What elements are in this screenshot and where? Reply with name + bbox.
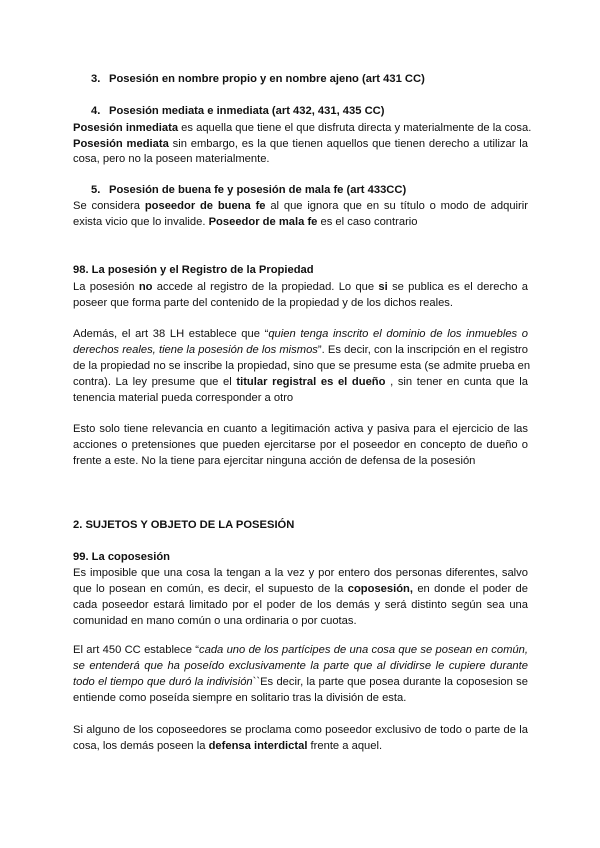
paragraph-line: de la propiedad no se inscribe la propiedad, sino que se presume esta (se admite prueba en <box>73 360 531 372</box>
heading-section-5: 5. Posesión de buena fe y posesión de mala fe (art 433CC) <box>91 184 407 196</box>
paragraph-line: derechos reales, tiene la posesión de los mismos”. Es decir, con la inscripción en el registro <box>73 344 529 356</box>
paragraph-line: Si alguno de los coposeedores se proclama como poseedor exclusivo de todo o parte de la <box>73 724 528 736</box>
paragraph-line: que lo posean en común, es decir, el supuesto de la coposesión, en donde el poder de <box>73 583 528 595</box>
paragraph-line: comunidad en mano común o una ordinaria o por cuotas. <box>73 615 357 627</box>
paragraph-line: cosa, los demás poseen la defensa interdictal frente a aquel. <box>73 740 383 752</box>
paragraph-line: exista vicio que lo invalide. Poseedor de mala fe es el caso contrario <box>73 216 418 228</box>
paragraph-line: Posesión mediata sin embargo, es la que tienen aquellos que tienen derecho a utilizar la <box>73 138 528 150</box>
paragraph-line: contra). La ley presume que el titular registral es el dueño , sin tener en cunta que la <box>73 376 528 388</box>
paragraph-line: cada poseedor estará limitado por el poder de los demás y será distinto según sea una <box>73 599 528 611</box>
heading-section-3: 3. Posesión en nombre propio y en nombre ajeno (art 431 CC) <box>91 73 425 85</box>
heading-section-98: 98. La posesión y el Registro de la Propiedad <box>73 264 314 276</box>
paragraph-line: El art 450 CC establece “cada uno de los partícipes de una cosa que se posean en común, <box>73 644 528 656</box>
heading-section-4: 4. Posesión mediata e inmediata (art 432, 431, 435 CC) <box>91 105 385 117</box>
paragraph-line: todo el tiempo que duró la indivisión``Es decir, la parte que posea durante la coposesion se <box>73 676 528 688</box>
paragraph-line: acciones o pretensiones que pueden ejercitarse por el poseedor en concepto de dueño o <box>73 439 528 451</box>
paragraph-line: frente a este. No la tiene para ejercitar ninguna acción de defensa de la posesión <box>73 455 476 467</box>
paragraph-line: Posesión inmediata es aquella que tiene el que disfruta directa y materialmente de la cosa. <box>73 122 532 134</box>
paragraph-line: se entenderá que ha poseído exclusivamente la parte que al dividirse le cupiere durante <box>73 660 528 672</box>
paragraph-line: entiende como poseída siempre en solitario tras la división de esta. <box>73 692 407 704</box>
paragraph-line: Es imposible que una cosa la tengan a la vez y por entero dos personas diferentes, salvo <box>73 567 528 579</box>
paragraph-line: Esto solo tiene relevancia en cuanto a legitimación activa y pasiva para el ejercicio de las <box>73 423 528 435</box>
paragraph-line: Además, el art 38 LH establece que “quien tenga inscrito el dominio de los inmuebles o <box>73 328 528 340</box>
paragraph-line: Se considera poseedor de buena fe al que ignora que en su título o modo de adquirir <box>73 200 528 212</box>
heading-section-2: 2. SUJETOS Y OBJETO DE LA POSESIÓN <box>73 519 295 531</box>
heading-section-99: 99. La coposesión <box>73 551 170 563</box>
paragraph-line: tenencia material pueda corresponder a otro <box>73 392 294 404</box>
paragraph-line: cosa, pero no la poseen materialmente. <box>73 153 270 165</box>
paragraph-line: La posesión no accede al registro de la propiedad. Lo que si se publica es el derecho a <box>73 281 528 293</box>
paragraph-line: poseer que forma parte del contenido de la propiedad y de los dichos reales. <box>73 297 453 309</box>
